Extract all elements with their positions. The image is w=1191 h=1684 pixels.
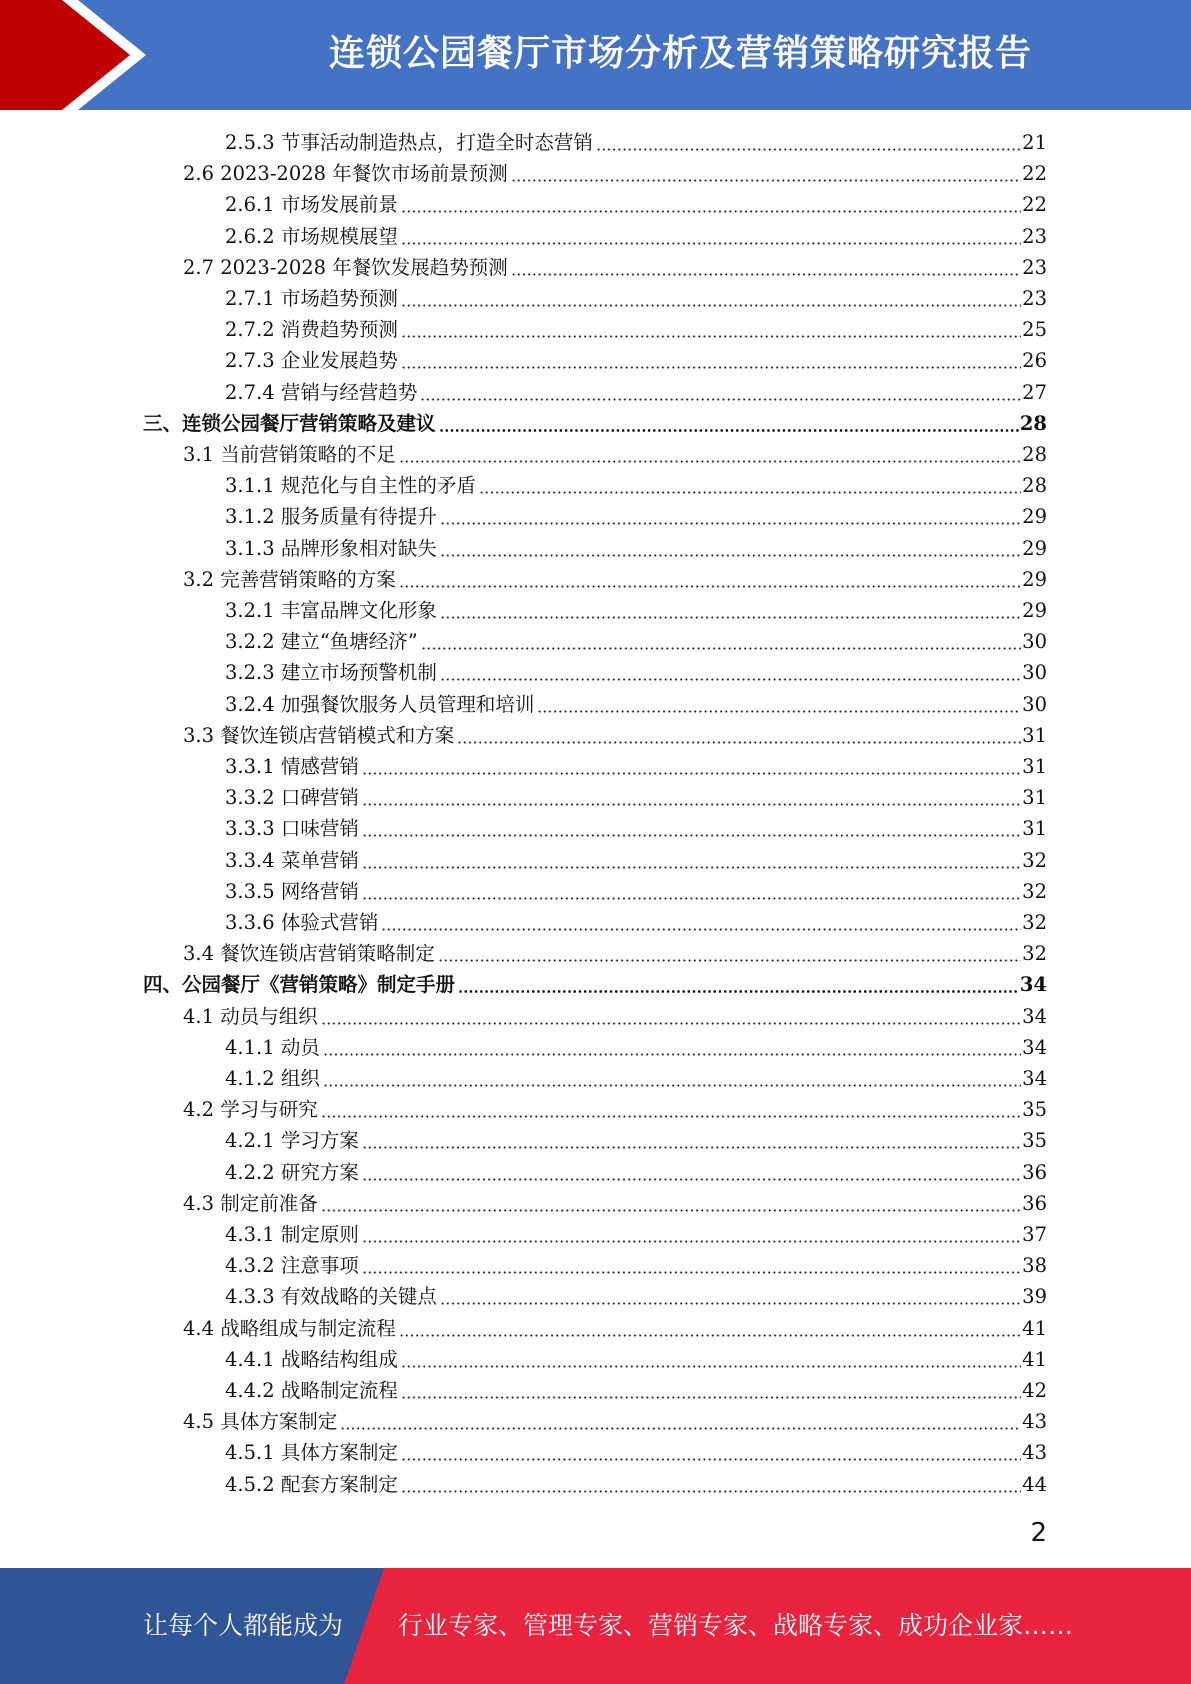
toc-entry-title: 2.7 2023-2028 年餐饮发展趋势预测 xyxy=(183,255,508,279)
toc-entry-title: 4.4.1 战略结构组成 xyxy=(225,1347,398,1371)
toc-entry-title: 2.6.1 市场发展前景 xyxy=(225,193,398,217)
toc-entry-title: 四、公园餐厅《营销策略》制定手册 xyxy=(143,973,456,997)
toc-entry[interactable] xyxy=(225,127,1047,158)
toc-entry-page: 34 xyxy=(1022,1035,1047,1059)
toc-entry-page: 23 xyxy=(1022,287,1047,310)
toc-entry[interactable] xyxy=(225,377,1047,408)
dot-leader xyxy=(362,866,1021,869)
toc-entry-page: 29 xyxy=(1022,505,1047,529)
toc-entry[interactable] xyxy=(225,283,1047,314)
toc-entry-page: 43 xyxy=(1022,1410,1047,1434)
toc-entry-title: 3.2.1 丰富品牌文化形象 xyxy=(225,599,437,622)
toc-entry-title: 3.3.2 口碑营销 xyxy=(225,786,359,810)
toc-entry[interactable] xyxy=(225,626,1047,657)
toc-entry[interactable] xyxy=(225,782,1047,813)
toc-entry-title: 2.7.3 企业发展趋势 xyxy=(225,349,398,373)
dot-leader xyxy=(401,1365,1021,1368)
toc-entry-page: 29 xyxy=(1022,599,1047,622)
toc-entry-page: 31 xyxy=(1022,817,1047,841)
toc-entry-title: 3.3.6 体验式营销 xyxy=(225,911,379,934)
toc-entry[interactable] xyxy=(225,1063,1047,1094)
toc-entry-page: 34 xyxy=(1022,1067,1047,1090)
dot-leader xyxy=(401,242,1021,245)
toc-entry-page: 32 xyxy=(1022,911,1047,934)
toc-entry-page: 31 xyxy=(1022,755,1047,778)
dot-leader xyxy=(401,1458,1021,1461)
toc-entry-page: 34 xyxy=(1022,1004,1047,1028)
dot-leader xyxy=(596,148,1021,151)
toc-entry-title: 4.5.2 配套方案制定 xyxy=(225,1472,398,1496)
toc-entry[interactable] xyxy=(225,595,1047,626)
toc-entry[interactable] xyxy=(183,564,1047,595)
dot-leader xyxy=(321,1022,1021,1025)
dot-leader xyxy=(440,1302,1021,1305)
toc-entry[interactable] xyxy=(225,1469,1047,1500)
toc-entry-page: 32 xyxy=(1022,848,1047,872)
dot-leader xyxy=(457,741,1021,744)
dot-leader xyxy=(440,678,1021,681)
toc-entry-title: 4.4 战略组成与制定流程 xyxy=(183,1316,396,1340)
page-number: 2 xyxy=(1030,1518,1047,1548)
dot-leader xyxy=(401,1396,1021,1399)
toc-entry-page: 34 xyxy=(1019,973,1047,997)
dot-leader xyxy=(401,210,1021,213)
toc-entry[interactable] xyxy=(183,1188,1047,1219)
dot-leader xyxy=(362,1146,1021,1149)
toc-entry-page: 28 xyxy=(1022,474,1047,498)
toc-entry[interactable] xyxy=(183,252,1047,283)
dot-leader xyxy=(439,429,1019,432)
toc-entry[interactable] xyxy=(225,314,1047,345)
toc-entry-title: 4.5 具体方案制定 xyxy=(183,1410,338,1434)
toc-entry[interactable] xyxy=(225,1437,1047,1468)
toc-entry-page: 23 xyxy=(1022,224,1047,248)
toc-entry[interactable] xyxy=(225,1125,1047,1156)
toc-entry[interactable] xyxy=(183,720,1047,751)
toc-entry-title: 4.3 制定前准备 xyxy=(183,1191,318,1215)
toc-entry-page: 41 xyxy=(1022,1347,1047,1371)
toc-entry-title: 2.5.3 节事活动制造热点，打造全时态营销 xyxy=(225,131,593,154)
dot-leader xyxy=(362,897,1021,900)
toc-entry-title: 2.6.2 市场规模展望 xyxy=(225,224,398,248)
dot-leader xyxy=(362,1271,1021,1274)
toc-entry[interactable] xyxy=(225,533,1047,564)
dot-leader xyxy=(420,398,1021,401)
toc-entry[interactable] xyxy=(183,158,1047,189)
toc-entry[interactable] xyxy=(183,1313,1047,1344)
dot-leader xyxy=(440,616,1021,619)
toc-entry-page: 31 xyxy=(1022,723,1047,747)
dot-leader xyxy=(511,179,1021,182)
dot-leader xyxy=(440,522,1021,525)
dot-leader xyxy=(321,1115,1021,1118)
dot-leader xyxy=(323,1084,1021,1087)
toc-entry-title: 2.7.4 营销与经营趋势 xyxy=(225,380,418,404)
report-title: 连锁公园餐厅市场分析及营销策略研究报告 xyxy=(328,33,1032,74)
dot-leader xyxy=(362,1240,1021,1243)
toc-entry-page: 23 xyxy=(1022,255,1047,279)
toc-entry-page: 29 xyxy=(1022,567,1047,591)
toc-entry[interactable] xyxy=(225,876,1047,907)
toc-entry[interactable] xyxy=(143,408,1047,439)
footer-slogan-right: 行业专家、管理专家、营销专家、战略专家、成功企业家…… xyxy=(398,1611,1074,1640)
toc-entry[interactable] xyxy=(225,1032,1047,1063)
toc-entry[interactable] xyxy=(225,221,1047,252)
toc-entry-title: 2.7.1 市场趋势预测 xyxy=(225,287,398,310)
toc-entry[interactable] xyxy=(183,1406,1047,1437)
dot-leader xyxy=(399,1334,1021,1337)
toc-entry-title: 2.7.2 消费趋势预测 xyxy=(225,318,398,342)
toc-entry-title: 4.2.1 学习方案 xyxy=(225,1129,359,1153)
toc-entry-page: 36 xyxy=(1022,1191,1047,1215)
dot-leader xyxy=(401,335,1021,338)
toc-entry-page: 42 xyxy=(1022,1379,1047,1402)
toc-entry-page: 21 xyxy=(1022,131,1047,154)
toc-entry-page: 32 xyxy=(1022,942,1047,966)
toc-entry[interactable] xyxy=(225,1219,1047,1250)
dot-leader xyxy=(458,990,1019,993)
toc-entry[interactable] xyxy=(225,1375,1047,1406)
toc-entry[interactable] xyxy=(225,470,1047,501)
toc-entry-page: 31 xyxy=(1022,786,1047,810)
toc-entry-title: 3.2.2 建立“鱼塘经济” xyxy=(225,630,418,654)
toc-entry[interactable] xyxy=(225,845,1047,876)
toc-entry-page: 27 xyxy=(1022,380,1047,404)
toc-entry-title: 3.3.1 情感营销 xyxy=(225,755,359,778)
toc-entry-title: 4.3.1 制定原则 xyxy=(225,1223,359,1246)
toc-entry-page: 38 xyxy=(1022,1254,1047,1278)
dot-leader xyxy=(401,1490,1021,1493)
toc-entry-title: 4.5.1 具体方案制定 xyxy=(225,1441,398,1465)
page-footer xyxy=(0,1568,1191,1684)
dot-leader xyxy=(537,710,1021,713)
toc-entry-title: 4.4.2 战略制定流程 xyxy=(225,1379,398,1402)
toc-entry[interactable] xyxy=(225,1344,1047,1375)
toc-entry-title: 3.1.3 品牌形象相对缺失 xyxy=(225,536,437,560)
toc-entry-title: 3.1.2 服务质量有待提升 xyxy=(225,505,437,529)
toc-entry[interactable] xyxy=(225,907,1047,938)
toc-entry[interactable] xyxy=(225,189,1047,220)
dot-leader xyxy=(401,366,1021,369)
dot-leader xyxy=(438,959,1021,962)
toc-entry[interactable] xyxy=(225,1281,1047,1312)
toc-entry-page: 22 xyxy=(1022,193,1047,217)
toc-entry[interactable] xyxy=(225,1250,1047,1281)
toc-entry-title: 3.4 餐饮连锁店营销策略制定 xyxy=(183,942,435,966)
toc-entry[interactable] xyxy=(183,938,1047,969)
dot-leader xyxy=(362,834,1021,837)
toc-entry-page: 30 xyxy=(1022,661,1047,685)
toc-entry[interactable] xyxy=(225,813,1047,844)
toc-entry-page: 35 xyxy=(1022,1129,1047,1153)
dot-leader xyxy=(421,647,1021,650)
toc-entry-page: 28 xyxy=(1022,443,1047,466)
toc-entry-title: 三、连锁公园餐厅营销策略及建议 xyxy=(143,411,436,435)
chevron-arrow-icon xyxy=(0,0,160,110)
dot-leader xyxy=(362,1178,1021,1181)
toc-entry-page: 26 xyxy=(1022,349,1047,373)
toc-entry-page: 35 xyxy=(1022,1098,1047,1122)
toc-entry-title: 3.1 当前营销策略的不足 xyxy=(183,443,396,466)
toc-entry[interactable] xyxy=(183,1094,1047,1125)
toc-entry-page: 22 xyxy=(1022,162,1047,186)
toc-entry-page: 30 xyxy=(1022,692,1047,716)
toc-entry-title: 4.2 学习与研究 xyxy=(183,1098,318,1122)
dot-leader xyxy=(511,273,1021,276)
page-header xyxy=(0,0,1191,110)
toc-entry-title: 3.3.5 网络营销 xyxy=(225,879,359,903)
footer-slogan-left: 让每个人都能成为 xyxy=(143,1611,344,1640)
toc-entry-title: 4.1.1 动员 xyxy=(225,1035,320,1059)
toc-entry-page: 41 xyxy=(1022,1316,1047,1340)
toc-entry-page: 28 xyxy=(1019,411,1047,435)
dot-leader xyxy=(362,772,1021,775)
toc-entry-page: 30 xyxy=(1022,630,1047,654)
toc-entry[interactable] xyxy=(225,501,1047,532)
toc-entry-page: 44 xyxy=(1022,1472,1047,1496)
dot-leader xyxy=(381,928,1021,931)
toc-entry[interactable] xyxy=(183,1001,1047,1032)
dot-leader xyxy=(362,803,1021,806)
toc-entry-title: 4.3.3 有效战略的关键点 xyxy=(225,1285,437,1309)
toc-entry[interactable] xyxy=(225,345,1047,376)
toc-entry[interactable] xyxy=(225,751,1047,782)
toc-entry-page: 36 xyxy=(1022,1160,1047,1184)
toc-entry-page: 43 xyxy=(1022,1441,1047,1465)
dot-leader xyxy=(440,554,1021,557)
toc-entry[interactable] xyxy=(225,1157,1047,1188)
dot-leader xyxy=(323,1053,1021,1056)
toc-entry-title: 3.2 完善营销策略的方案 xyxy=(183,567,396,591)
toc-entry-title: 3.1.1 规范化与自主性的矛盾 xyxy=(225,474,476,498)
dot-leader xyxy=(479,491,1021,494)
toc-entry-title: 3.2.3 建立市场预警机制 xyxy=(225,661,437,685)
dot-leader xyxy=(401,304,1021,307)
toc-entry-page: 37 xyxy=(1022,1223,1047,1246)
toc-entry-title: 2.6 2023-2028 年餐饮市场前景预测 xyxy=(183,162,508,186)
toc-entry[interactable] xyxy=(183,439,1047,470)
toc-entry[interactable] xyxy=(225,657,1047,688)
dot-leader xyxy=(321,1209,1021,1212)
toc-entry-title: 4.2.2 研究方案 xyxy=(225,1160,359,1184)
toc-entry-title: 4.1 动员与组织 xyxy=(183,1004,318,1028)
dot-leader xyxy=(399,460,1021,463)
toc-entry-page: 32 xyxy=(1022,879,1047,903)
toc-entry-title: 3.2.4 加强餐饮服务人员管理和培训 xyxy=(225,692,535,716)
dot-leader xyxy=(340,1427,1021,1430)
toc-entry-page: 25 xyxy=(1022,318,1047,342)
toc-entry[interactable] xyxy=(225,689,1047,720)
toc-entry[interactable] xyxy=(143,969,1047,1000)
toc-entry-title: 3.3.3 口味营销 xyxy=(225,817,359,841)
toc-entry-title: 4.3.2 注意事项 xyxy=(225,1254,359,1278)
toc-entry-title: 3.3.4 菜单营销 xyxy=(225,848,359,872)
dot-leader xyxy=(399,585,1021,588)
toc-entry-page: 29 xyxy=(1022,536,1047,560)
toc-entry-page: 39 xyxy=(1022,1285,1047,1309)
toc-entry-title: 4.1.2 组织 xyxy=(225,1067,320,1090)
toc-entry-title: 3.3 餐饮连锁店营销模式和方案 xyxy=(183,723,455,747)
